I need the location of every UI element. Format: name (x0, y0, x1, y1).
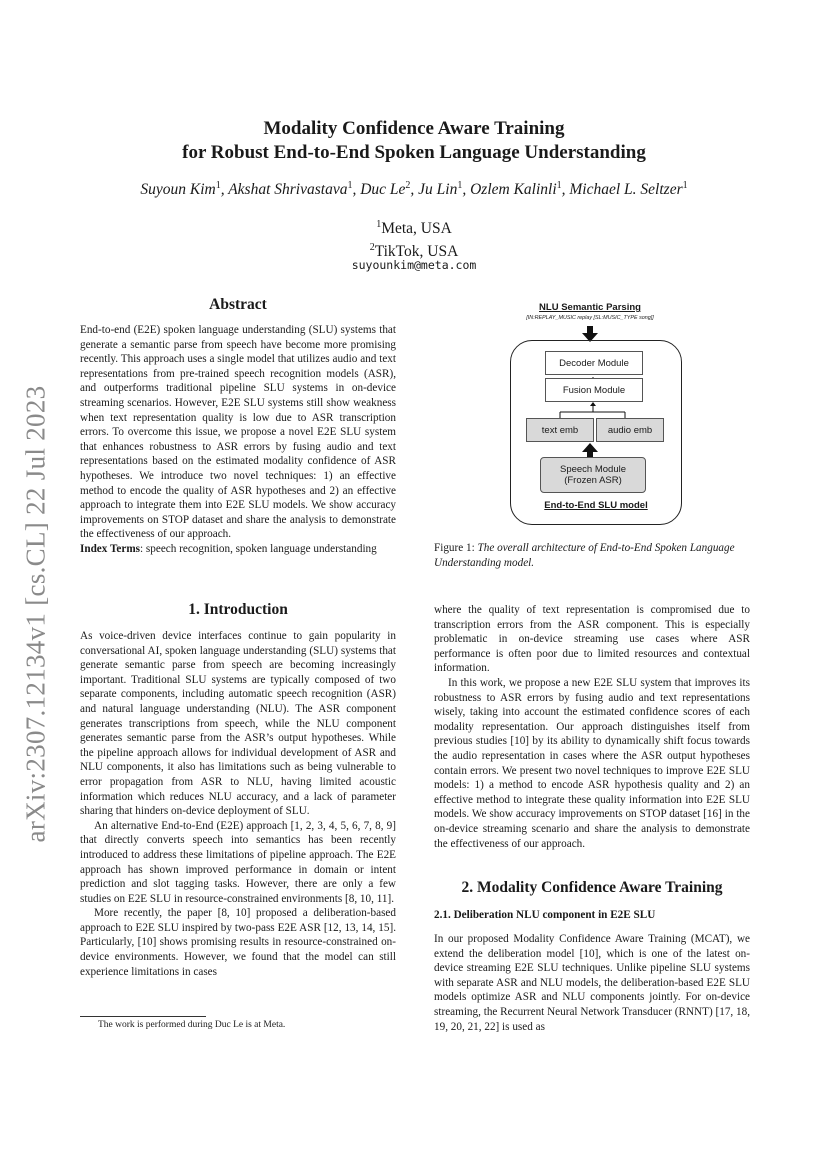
abstract-body (80, 323, 396, 557)
author-email[interactable]: suyounkim@meta.com (351, 258, 477, 272)
author-affil: 1 (347, 180, 353, 191)
section-2-heading: 2. Modality Confidence Aware Training (461, 879, 723, 896)
index-terms: Index Terms: speech recognition, spoken language understanding (80, 542, 377, 555)
paragraph: where the quality of text representation is compromised due to transcription errors from the ASR component. This is especially problematic in on-device streaming use cases where ASR performance is often poor due to limited resources and contextual information. (434, 604, 750, 675)
abstract-heading: Abstract (209, 296, 267, 313)
paragraph: In our proposed Modality Confidence Aware Training (MCAT), we extend the deliberation model [10], which is one of the latest on-device streaming E2E SLU techniques. Unlike pipeline SLU systems with separate ASR and NLU models, the deliberation-based E2E SLU models optimize ASR and NLU components jointly. For on-device streaming, the Recurrent Neural Network Transducer (RNNT) [17, 18, 19, 20, 21, 22] is used as (434, 933, 750, 1033)
caption-label: Figure 1: (434, 542, 475, 554)
affiliation: $^1$Meta, USA (376, 219, 452, 238)
author-affil: 2 (405, 180, 411, 191)
author-list: Suyoun Kim$^1$, Akshat Shrivastava$^1$, Duc Le$^2$, Ju Lin$^1$, Ozlem Kalinli$^1$, Michael L. Seltzer$^1$ (140, 180, 688, 199)
paragraph: In this work, we propose a new E2E SLU system that improves its robustness to ASR errors by fusing audio and text representations wisely, taking into account the estimated confidence scores of each modality representation. Our approach distinguishes itself from previous studies [10] by its ability to dynamically shift focus towards the audio representation in cases where the ASR output hypotheses contain errors. We present two novel techniques to improve E2E SLU models: 1) a method to encode ASR hypothesis quality and 2) an effective method to integrate these quality information into E2E SLU models. We show accuracy improvements on STOP dataset [16] in the on-device streaming scenario and share the analysis to demonstrate the effectiveness of our approach. (434, 676, 750, 850)
paragraph: As voice-driven device interfaces continue to gain popularity in conversational AI, spoken language understanding (SLU) systems that generate semantic parse from speech are becoming increasingly important. Traditional SLU systems are typically composed of two separate components, including automatic speech recognition (ASR) and natural language understanding (NLU). The ASR component generates transcriptions from speech, while the NLU component generates semantic parse from the ASR’s output hypotheses. While the pipeline approach allows for individual development of ASR and NLU components, it also has limitations such as being vulnerable to error propagation from ASR to NLU, having limited acoustic information which reduces NLU accuracy, and a lack of parameter sharing that hinders on-device deployment of SLU. (80, 630, 396, 818)
title-line-1: Modality Confidence Aware Training (263, 118, 565, 139)
subsection-2-1 (434, 908, 750, 923)
intro-section (80, 603, 396, 618)
affiliations (0, 215, 828, 261)
author: Ozlem Kalinli (470, 181, 557, 199)
paragraph: More recently, the paper [8, 10] proposed a deliberation-based approach to E2E SLU inspired by two-pass E2E ASR [12, 13, 14, 15]. Particularly, [10] shows promising results in resource-constrained on-device environments. However, we found that the model can still experience limitations in cases (80, 907, 396, 978)
figure-caption (434, 541, 750, 571)
author-affil: 1 (682, 180, 688, 191)
speech-module-label: Speech Module (559, 464, 627, 475)
section-2-body (434, 932, 750, 1034)
abstract-text: End-to-end (E2E) spoken language understanding (SLU) systems that generate a semantic parse from speech have become more promising recently. This approach uses a single model that utilizes audio and text representations from pre-trained speech recognition models (ASR), and outperforms traditional pipeline SLU systems in on-device streaming scenarios. However, E2E SLU systems still show weakness when text representation quality is low due to ASR transcription errors. To overcome this issue, we propose a novel E2E SLU system that enhances robustness to ASR errors by fusing audio and text representations based on the estimated modality confidence of ASR hypotheses. We introduce two novel techniques: 1) an effective method to encode the quality of ASR hypotheses and 2) an effective approach to integrate them into E2E SLU models. We show accuracy improvements on STOP dataset and share the analysis to demonstrate the effectiveness of our approach. (80, 324, 396, 541)
author: Akshat Shrivastava (228, 181, 348, 199)
intro-body (80, 629, 396, 979)
section-2 (434, 881, 750, 896)
audio-emb-box: audio emb (596, 418, 664, 442)
nlu-parsing-label: NLU Semantic Parsing (539, 302, 641, 313)
fusion-module: Fusion Module (545, 378, 643, 402)
arxiv-sidebar (16, 374, 56, 854)
e2e-slu-label: End-to-End SLU model (544, 500, 648, 511)
text-emb-box: text emb (526, 418, 594, 442)
title-line-2: for Robust End-to-End Spoken Language Understanding (182, 142, 646, 163)
paragraph: An alternative End-to-End (E2E) approach [1, 2, 3, 4, 5, 6, 7, 8, 9] that directly converts speech into semantics has been recently introduced to address these limitations of pipeline approach. The E2E approach has shown improved performance in domain or intent prediction and slot tagging tasks. However, there are only a few studies on E2E SLU in resource-constrained environments [8, 10, 11]. (80, 819, 396, 905)
arxiv-id: arXiv:2307.12134v1 [cs.CL] 22 Jul 2023 (20, 385, 51, 843)
author: Duc Le (360, 181, 406, 199)
abstract-section (80, 298, 396, 313)
footnote-rule (80, 1016, 206, 1017)
intro-continued (434, 603, 750, 851)
paper-title (0, 117, 828, 165)
intro-heading: 1. Introduction (188, 601, 288, 618)
author-affil: 1 (556, 180, 562, 191)
subsection-heading: 2.1. Deliberation NLU component in E2E SLU (434, 909, 656, 921)
author-affil: 1 (215, 180, 221, 191)
speech-module-sublabel: (Frozen ASR) (564, 475, 622, 486)
figure-1 (490, 300, 690, 530)
author: Ju Lin (418, 181, 458, 199)
author: Suyoun Kim (140, 181, 216, 199)
parse-example: [IN:REPLAY_MUSIC replay [SL:MUSIC_TYPE song]] (526, 315, 654, 321)
caption-text: The overall architecture of End-to-End Spoken Language Understanding model. (434, 542, 735, 569)
author: Michael L. Seltzer (569, 181, 683, 199)
author-affil: 1 (457, 180, 463, 191)
footnote: The work is performed during Duc Le is at Meta. (98, 1020, 286, 1030)
speech-module (540, 457, 646, 493)
affiliation: $^2$TikTok, USA (369, 242, 459, 261)
decoder-module: Decoder Module (545, 351, 643, 375)
